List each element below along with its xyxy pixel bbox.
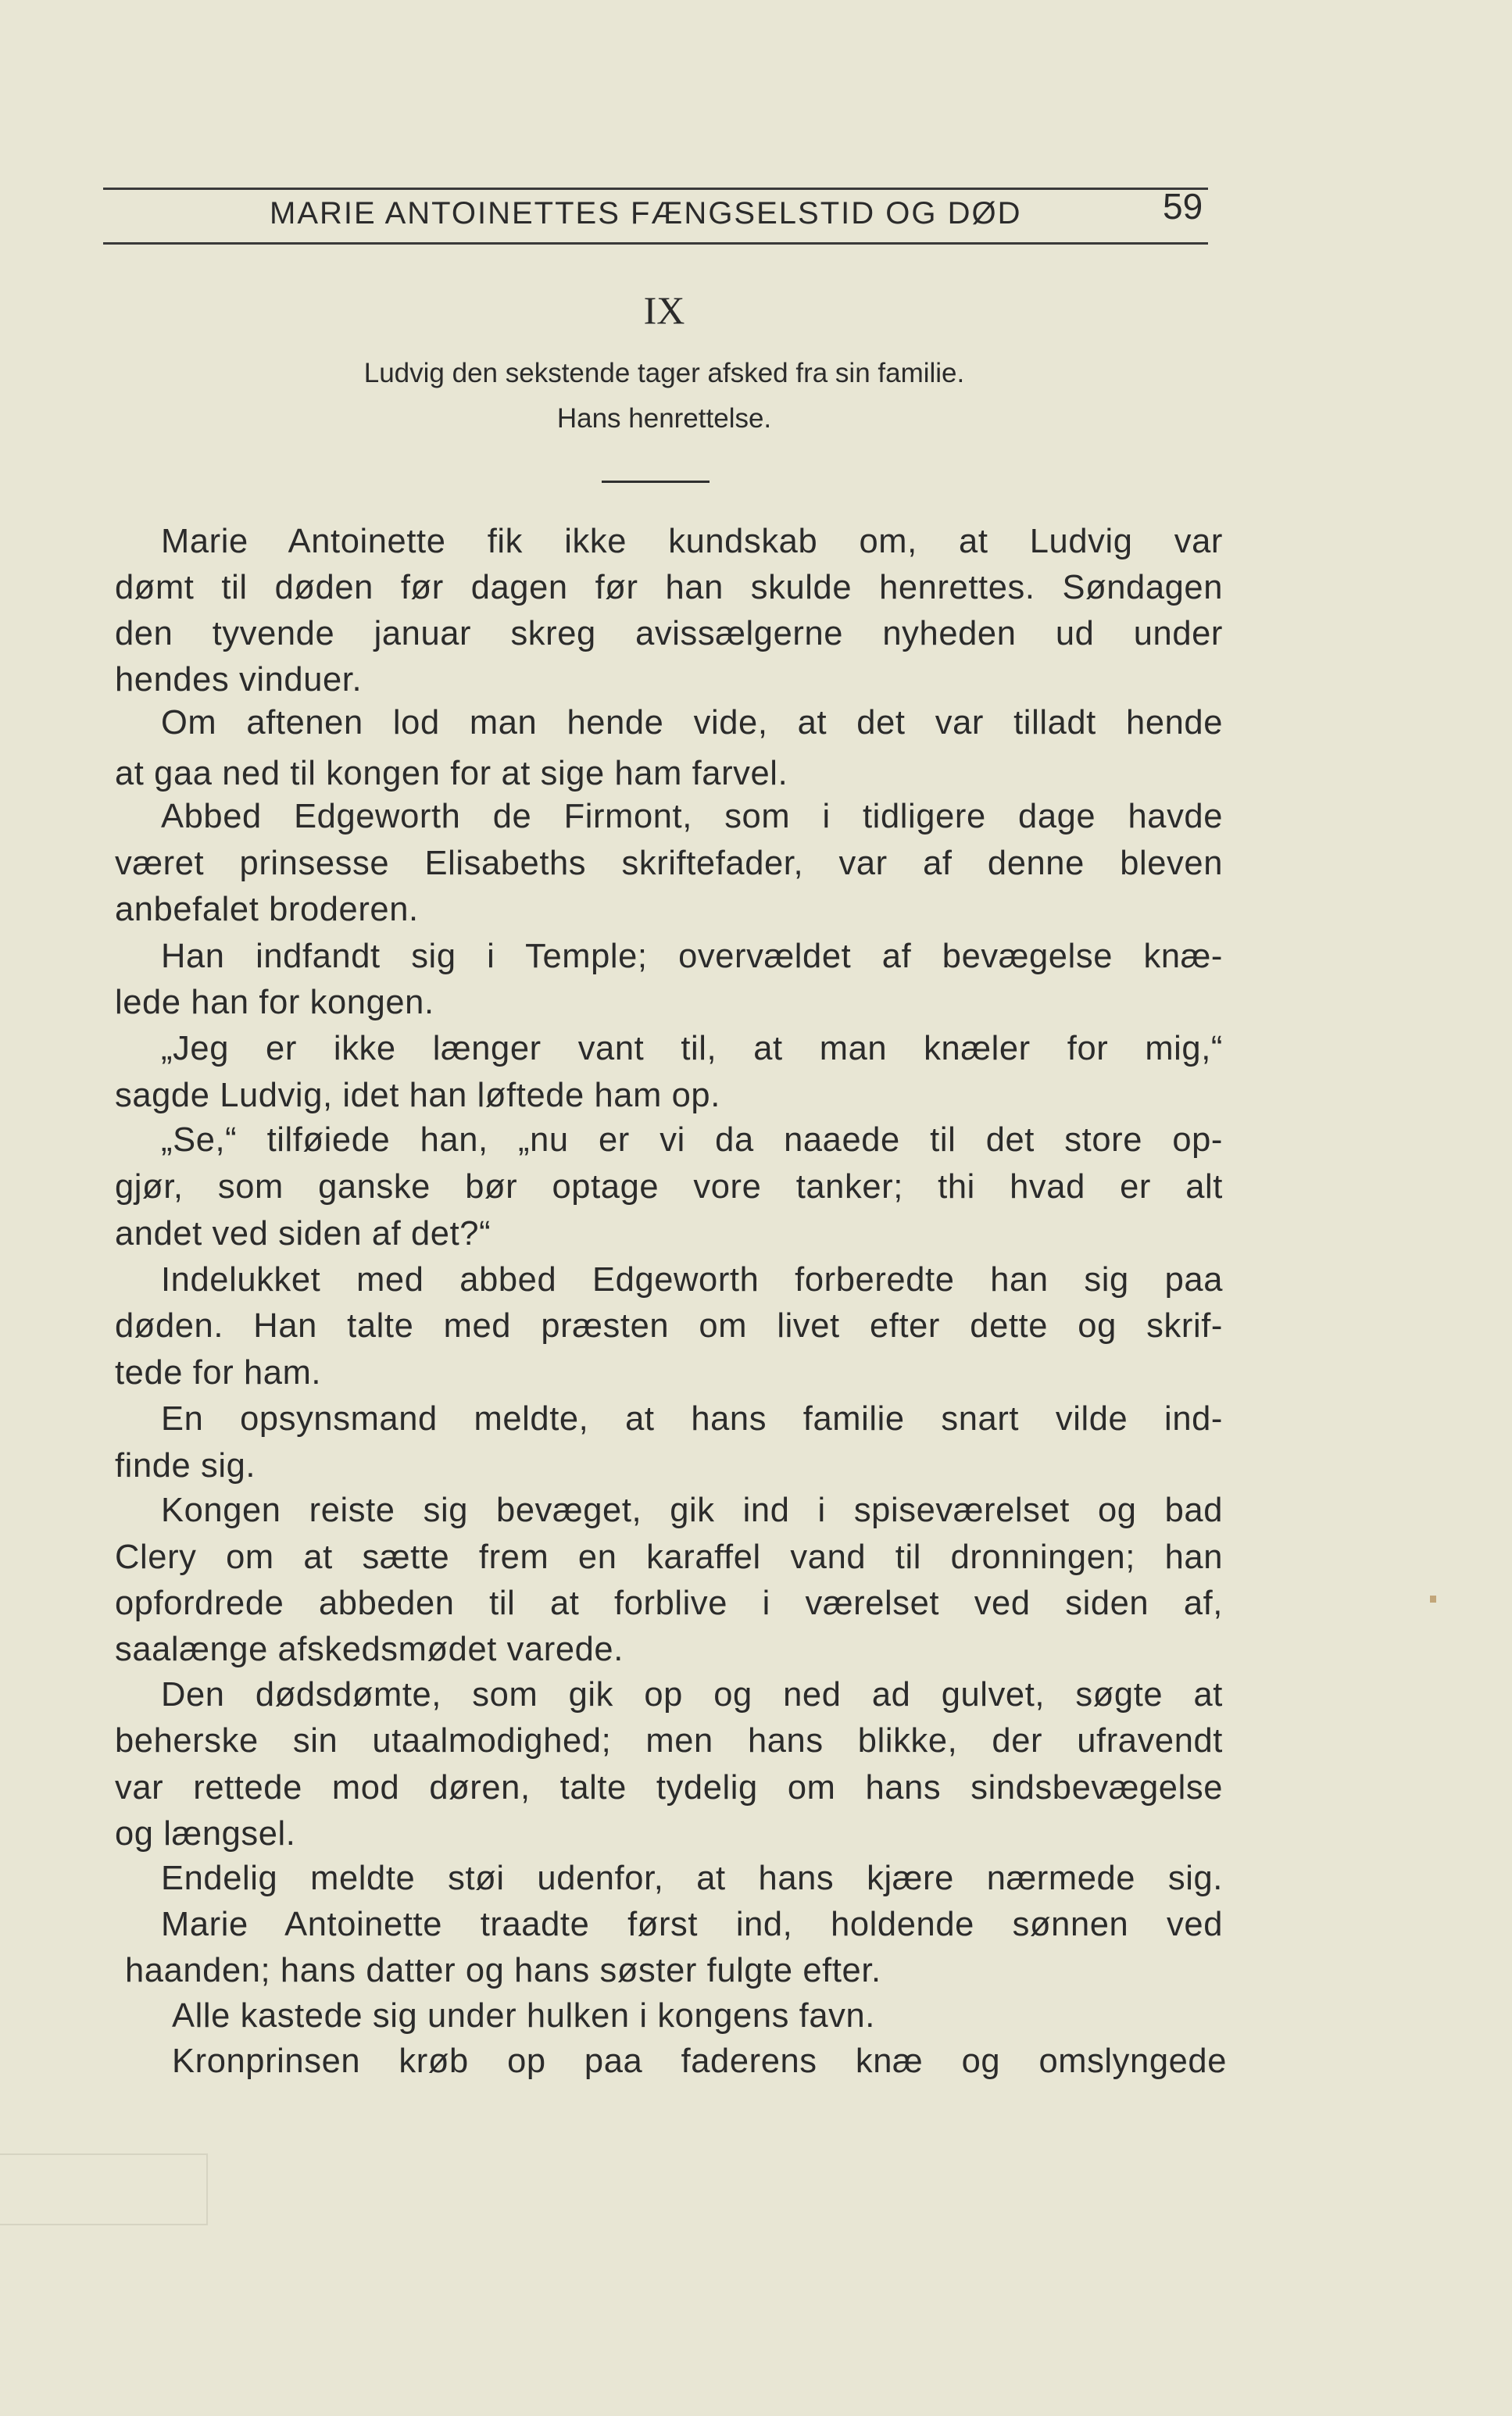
text-line: Indelukket med abbed Edgeworth forberedte han sig paa xyxy=(161,1261,1223,1299)
text-line: lede han for kongen. xyxy=(115,984,434,1021)
text-line: den tyvende januar skreg avissælgerne nyheden ud under xyxy=(115,615,1223,652)
text-line: beherske sin utaalmodighed; men hans blikke, der ufravendt xyxy=(115,1722,1223,1760)
text-line: Marie Antoinette fik ikke kundskab om, at Ludvig var xyxy=(161,523,1223,560)
page-number: 59 xyxy=(1163,186,1203,227)
text-line: En opsynsmand meldte, at hans familie snart vilde ind- xyxy=(161,1400,1223,1438)
text-line: Den dødsdømte, som gik op og ned ad gulvet, søgte at xyxy=(161,1676,1223,1714)
text-line: andet ved siden af det?“ xyxy=(115,1215,491,1253)
text-line: „Se,“ tilføiede han, „nu er vi da naaede til det store op- xyxy=(161,1121,1223,1159)
scan-mark xyxy=(1430,1596,1436,1603)
header-rule-top xyxy=(103,188,1208,190)
text-line: anbefalet broderen. xyxy=(115,891,419,928)
text-line: finde sig. xyxy=(115,1447,256,1485)
text-line: Om aftenen lod man hende vide, at det var tilladt hende xyxy=(161,704,1223,742)
text-line: været prinsesse Elisabeths skriftefader, var af denne bleven xyxy=(115,845,1223,882)
text-line: sagde Ludvig, idet han løftede ham op. xyxy=(115,1077,720,1114)
text-line: døden. Han talte med præsten om livet efter dette og skrif- xyxy=(115,1307,1223,1345)
chapter-number: IX xyxy=(643,288,685,332)
text-line: Alle kastede sig under hulken i kongens favn. xyxy=(172,1997,875,2035)
text-line: Kongen reiste sig bevæget, gik ind i spiseværelset og bad xyxy=(161,1492,1223,1529)
running-head: MARIE ANTOINETTES FÆNGSELSTID OG DØD xyxy=(270,196,1022,231)
text-line: dømt til døden før dagen før han skulde henrettes. Søndagen xyxy=(115,569,1223,606)
text-line: „Jeg er ikke længer vant til, at man knæler for mig,“ xyxy=(161,1030,1223,1067)
header-rule-bottom xyxy=(103,242,1208,245)
text-line: Clery om at sætte frem en karaffel vand til dronningen; han xyxy=(115,1539,1223,1576)
text-line: og længsel. xyxy=(115,1815,296,1853)
text-line: Kronprinsen krøb op paa faderens knæ og omslyngede xyxy=(172,2043,1227,2080)
section-divider xyxy=(602,481,710,483)
text-line: opfordrede abbeden til at forblive i værelset ved siden af, xyxy=(115,1585,1223,1622)
text-line: Marie Antoinette traadte først ind, holdende sønnen ved xyxy=(161,1906,1223,1943)
chapter-summary-line-1: Ludvig den sekstende tager afsked fra sin familie. xyxy=(363,358,965,388)
text-line: Endelig meldte støi udenfor, at hans kjære nærmede sig. xyxy=(161,1860,1223,1897)
text-line: Han indfandt sig i Temple; overvældet af bevægelse knæ- xyxy=(161,938,1223,975)
scan-edge xyxy=(0,2153,208,2225)
text-line: at gaa ned til kongen for at sige ham farvel. xyxy=(115,755,788,792)
text-line: tede for ham. xyxy=(115,1354,322,1392)
text-line: haanden; hans datter og hans søster fulgte efter. xyxy=(125,1952,881,1989)
text-line: hendes vinduer. xyxy=(115,661,363,699)
text-line: saalænge afskedsmødet varede. xyxy=(115,1631,624,1668)
text-line: gjør, som ganske bør optage vore tanker; thi hvad er alt xyxy=(115,1168,1223,1206)
text-line: Abbed Edgeworth de Firmont, som i tidligere dage havde xyxy=(161,798,1223,835)
text-line: var rettede mod døren, talte tydelig om hans sindsbevægelse xyxy=(115,1769,1223,1807)
chapter-summary-line-2: Hans henrettelse. xyxy=(556,403,772,434)
